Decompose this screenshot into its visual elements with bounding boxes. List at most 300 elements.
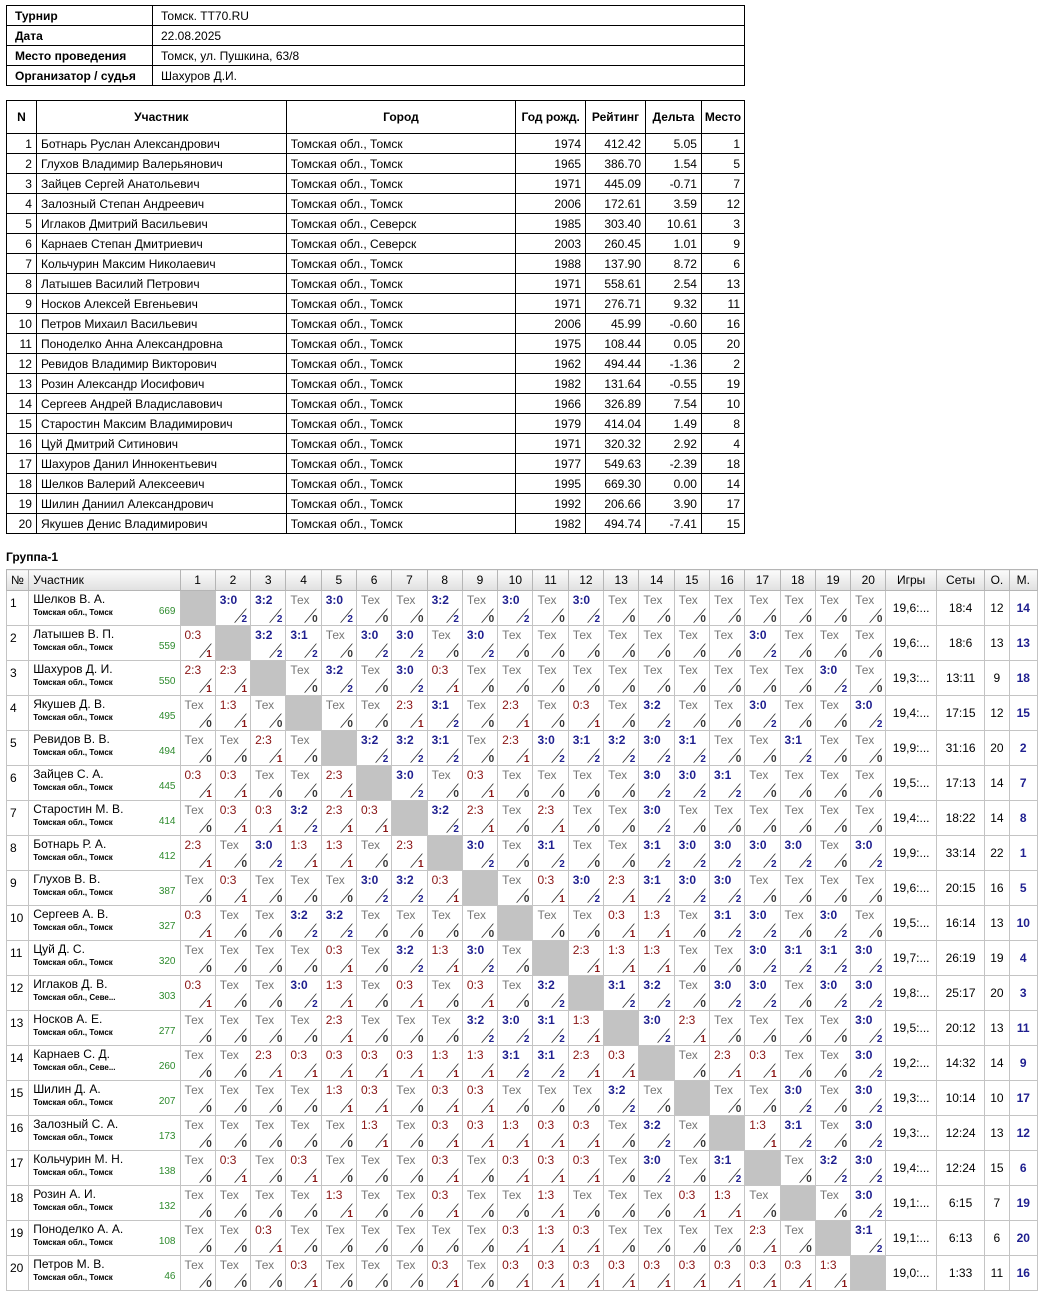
points-value: 11 bbox=[985, 1256, 1009, 1291]
player-name: Залозный С. А. bbox=[33, 1117, 119, 1131]
match-score: 3:2 bbox=[396, 873, 414, 887]
table-cell: 326.89 bbox=[586, 394, 646, 414]
match-result-cell bbox=[321, 591, 356, 626]
player-city: Томская обл., Томск bbox=[33, 783, 113, 792]
match-points: 2 bbox=[665, 1034, 671, 1045]
crosstable-row bbox=[7, 801, 1038, 836]
player-city: Томская обл., Севе... bbox=[33, 1063, 116, 1072]
match-result-cell bbox=[780, 801, 815, 836]
table-cell: Поноделко Анна Александровна bbox=[36, 334, 286, 354]
tournament-info-table bbox=[6, 5, 745, 86]
match-result-cell bbox=[815, 766, 850, 801]
match-result-cell bbox=[780, 941, 815, 976]
match-result-cell bbox=[321, 1081, 356, 1116]
match-score: 3:0 bbox=[819, 663, 838, 677]
match-points: 0 bbox=[700, 1069, 706, 1080]
match-result-cell bbox=[251, 1151, 286, 1186]
match-points: 2 bbox=[806, 754, 812, 765]
match-score: Тех bbox=[219, 1258, 239, 1272]
match-points: 0 bbox=[806, 1244, 812, 1255]
games-value: 19,1:... bbox=[886, 1186, 936, 1221]
match-result-cell bbox=[392, 871, 427, 906]
match-result-cell bbox=[392, 976, 427, 1011]
match-result-cell bbox=[709, 1221, 744, 1256]
match-score: 3:2 bbox=[537, 978, 555, 992]
match-points: 0 bbox=[735, 649, 742, 660]
match-result-cell bbox=[709, 1151, 744, 1186]
match-score: Тех bbox=[360, 1188, 381, 1202]
match-result-cell bbox=[815, 731, 850, 766]
table-cell: 1 bbox=[701, 134, 744, 154]
match-points: 0 bbox=[700, 999, 706, 1010]
match-result-cell bbox=[780, 1221, 815, 1256]
match-points: 1 bbox=[523, 1244, 530, 1255]
match-points: 0 bbox=[241, 1104, 248, 1115]
match-points: 0 bbox=[206, 1104, 212, 1115]
player-cell bbox=[29, 1221, 180, 1256]
match-score: Тех bbox=[184, 1083, 204, 1097]
match-score: 3:0 bbox=[255, 838, 273, 852]
match-points: 0 bbox=[347, 649, 353, 660]
match-score: Тех bbox=[184, 1188, 204, 1202]
match-points: 2 bbox=[629, 754, 636, 765]
match-points: 0 bbox=[806, 649, 812, 660]
match-score: 3:2 bbox=[819, 1153, 838, 1167]
match-points: 1 bbox=[629, 894, 636, 905]
player-cell bbox=[29, 871, 180, 906]
match-points: 1 bbox=[700, 1034, 706, 1045]
match-result-cell bbox=[745, 1011, 780, 1046]
match-score: 0:3 bbox=[431, 1258, 449, 1272]
match-result-cell bbox=[215, 1011, 250, 1046]
table-row bbox=[7, 454, 745, 474]
match-result-cell bbox=[533, 591, 568, 626]
match-result-cell bbox=[215, 731, 250, 766]
table-cell: Кольчурин Максим Николаевич bbox=[36, 254, 286, 274]
match-result-cell bbox=[674, 801, 709, 836]
match-result-cell bbox=[780, 906, 815, 941]
match-points: 2 bbox=[594, 894, 601, 905]
table-cell: Томская обл., Томск bbox=[286, 354, 516, 374]
match-score: Тех bbox=[819, 733, 839, 747]
table-row bbox=[7, 494, 745, 514]
table-cell: 14 bbox=[701, 474, 744, 494]
match-points: 2 bbox=[876, 1069, 883, 1080]
match-points: 2 bbox=[700, 859, 706, 870]
match-points: 0 bbox=[594, 684, 601, 695]
match-points: 0 bbox=[241, 964, 248, 975]
self-match-cell bbox=[851, 1256, 886, 1291]
self-match-cell bbox=[639, 1046, 674, 1081]
match-result-cell bbox=[815, 626, 850, 661]
match-result-cell bbox=[427, 871, 462, 906]
match-score: Тех bbox=[502, 873, 522, 887]
match-result-cell bbox=[286, 731, 321, 766]
points-value: 14 bbox=[985, 1046, 1009, 1081]
match-score: Тех bbox=[360, 593, 381, 607]
match-score: 3:0 bbox=[713, 838, 732, 852]
match-result-cell bbox=[745, 766, 780, 801]
points-value: 12 bbox=[985, 591, 1009, 626]
match-score: 3:2 bbox=[290, 908, 308, 922]
match-score: Тех bbox=[678, 978, 698, 992]
crosstable-row bbox=[7, 941, 1038, 976]
sets-value: 17:15 bbox=[936, 696, 984, 731]
self-match-cell bbox=[533, 941, 568, 976]
match-result-cell bbox=[568, 836, 603, 871]
match-points: 0 bbox=[312, 754, 318, 765]
match-result-cell bbox=[745, 731, 780, 766]
match-score: 3:2 bbox=[643, 698, 661, 712]
match-points: 0 bbox=[418, 1244, 424, 1255]
match-points: 1 bbox=[665, 964, 671, 975]
match-score: Тех bbox=[466, 663, 486, 677]
match-result-cell bbox=[639, 661, 674, 696]
player-cell bbox=[29, 941, 180, 976]
match-score: 2:3 bbox=[466, 803, 484, 817]
match-points: 2 bbox=[559, 754, 565, 765]
col-header-opponent: 18 bbox=[780, 570, 815, 591]
match-points: 1 bbox=[594, 1279, 601, 1290]
match-points: 2 bbox=[770, 649, 777, 660]
sets-value: 18:22 bbox=[936, 801, 984, 836]
table-cell: 9 bbox=[701, 234, 744, 254]
match-points: 1 bbox=[523, 1174, 530, 1185]
match-points: 0 bbox=[418, 1279, 424, 1290]
match-score: Тех bbox=[749, 1013, 769, 1027]
points-value: 16 bbox=[985, 871, 1009, 906]
match-result-cell bbox=[745, 626, 780, 661]
match-points: 0 bbox=[453, 1244, 459, 1255]
match-points: 0 bbox=[665, 1209, 671, 1220]
place-value: 20 bbox=[1009, 1221, 1038, 1256]
match-points: 0 bbox=[876, 929, 883, 940]
table-cell: 320.32 bbox=[586, 434, 646, 454]
match-score: 3:1 bbox=[713, 908, 732, 922]
match-score: Тех bbox=[325, 1223, 345, 1237]
match-result-cell bbox=[215, 941, 250, 976]
match-points: 0 bbox=[276, 1279, 283, 1290]
player-cell bbox=[29, 626, 180, 661]
match-score: 1:3 bbox=[713, 1188, 731, 1202]
match-score: Тех bbox=[537, 908, 557, 922]
table-cell: Иглаков Дмитрий Васильевич bbox=[36, 214, 286, 234]
table-cell: 8 bbox=[7, 274, 37, 294]
match-score: Тех bbox=[466, 908, 486, 922]
match-result-cell bbox=[815, 941, 850, 976]
player-rating: 669 bbox=[158, 606, 176, 617]
match-score: Тех bbox=[360, 1258, 381, 1272]
match-score: 3:2 bbox=[608, 733, 626, 747]
match-score: Тех bbox=[255, 698, 275, 712]
self-match-cell bbox=[251, 661, 286, 696]
match-score: Тех bbox=[608, 768, 628, 782]
match-points: 0 bbox=[276, 1174, 283, 1185]
player-city: Томская обл., Томск bbox=[33, 1098, 113, 1107]
match-result-cell bbox=[745, 906, 780, 941]
match-points: 0 bbox=[523, 684, 530, 695]
player-cell bbox=[29, 836, 180, 871]
sets-value: 6:15 bbox=[936, 1186, 984, 1221]
table-cell: 45.99 bbox=[586, 314, 646, 334]
match-score: 0:3 bbox=[290, 1258, 308, 1272]
match-score: 3:0 bbox=[713, 978, 732, 992]
match-result-cell bbox=[215, 1186, 250, 1221]
match-points: 0 bbox=[276, 894, 283, 905]
table-cell: 8.72 bbox=[646, 254, 702, 274]
match-score: Тех bbox=[572, 1083, 592, 1097]
match-points: 1 bbox=[206, 789, 212, 800]
match-score: Тех bbox=[784, 1013, 804, 1027]
player-city: Томская обл., Томск bbox=[33, 1168, 113, 1177]
match-points: 1 bbox=[629, 929, 636, 940]
match-result-cell bbox=[568, 906, 603, 941]
points-value: 14 bbox=[985, 766, 1009, 801]
match-points: 0 bbox=[735, 1244, 742, 1255]
match-score: 2:3 bbox=[749, 1223, 766, 1237]
match-result-cell bbox=[498, 976, 533, 1011]
player-rating: 550 bbox=[158, 676, 176, 687]
match-result-cell bbox=[427, 1151, 462, 1186]
match-points: 0 bbox=[453, 1034, 459, 1045]
player-cell bbox=[29, 661, 180, 696]
match-score: Тех bbox=[184, 1048, 204, 1062]
table-cell: 1971 bbox=[516, 434, 586, 454]
match-result-cell bbox=[356, 941, 391, 976]
crosstable-row bbox=[7, 661, 1038, 696]
table-cell: Ревидов Владимир Викторович bbox=[36, 354, 286, 374]
match-score: Тех bbox=[537, 698, 557, 712]
match-points: 0 bbox=[206, 1209, 212, 1220]
match-score: 0:3 bbox=[255, 803, 272, 817]
self-match-cell bbox=[674, 1081, 709, 1116]
match-points: 2 bbox=[418, 964, 424, 975]
match-score: Тех bbox=[819, 1048, 839, 1062]
player-city: Томская обл., Томск bbox=[33, 1273, 113, 1282]
table-cell: Петров Михаил Васильевич bbox=[36, 314, 286, 334]
match-result-cell bbox=[745, 1046, 780, 1081]
match-result-cell bbox=[780, 1046, 815, 1081]
table-cell: 131.64 bbox=[586, 374, 646, 394]
match-points: 0 bbox=[382, 719, 389, 730]
match-result-cell bbox=[462, 976, 497, 1011]
match-result-cell bbox=[815, 801, 850, 836]
match-points: 1 bbox=[735, 1209, 742, 1220]
match-points: 1 bbox=[700, 1209, 706, 1220]
place-value: 19 bbox=[1009, 1186, 1038, 1221]
place-value: 16 bbox=[1009, 1256, 1038, 1291]
match-result-cell bbox=[851, 591, 886, 626]
match-score: 3:0 bbox=[749, 838, 767, 852]
match-result-cell bbox=[180, 1256, 215, 1291]
player-cell bbox=[29, 1011, 180, 1046]
match-score: Тех bbox=[290, 1188, 310, 1202]
match-points: 1 bbox=[559, 1279, 565, 1290]
match-score: 2:3 bbox=[219, 663, 237, 677]
match-result-cell bbox=[639, 591, 674, 626]
match-score: Тех bbox=[749, 803, 769, 817]
match-score: Тех bbox=[572, 1188, 592, 1202]
match-points: 0 bbox=[629, 824, 636, 835]
row-number: 13 bbox=[7, 1011, 29, 1046]
match-result-cell bbox=[815, 976, 850, 1011]
table-row bbox=[7, 314, 745, 334]
table-row bbox=[7, 354, 745, 374]
match-result-cell bbox=[851, 1186, 886, 1221]
player-rating: 495 bbox=[158, 711, 176, 722]
match-points: 1 bbox=[453, 1279, 459, 1290]
match-points: 0 bbox=[594, 1104, 601, 1115]
match-points: 0 bbox=[770, 1034, 777, 1045]
match-points: 0 bbox=[876, 789, 883, 800]
match-score: Тех bbox=[360, 978, 381, 992]
match-result-cell bbox=[674, 1116, 709, 1151]
match-points: 0 bbox=[312, 964, 318, 975]
match-points: 0 bbox=[629, 719, 636, 730]
player-city: Томская обл., Томск bbox=[33, 643, 113, 652]
match-points: 1 bbox=[594, 964, 601, 975]
match-points: 2 bbox=[876, 719, 883, 730]
match-score: Тех bbox=[431, 628, 451, 642]
match-result-cell bbox=[356, 1116, 391, 1151]
match-result-cell bbox=[674, 1151, 709, 1186]
match-points: 1 bbox=[559, 894, 565, 905]
match-points: 0 bbox=[347, 719, 353, 730]
player-cell bbox=[29, 906, 180, 941]
match-score: Тех bbox=[819, 1118, 839, 1132]
match-score: Тех bbox=[502, 978, 522, 992]
col-header-opponent: 14 bbox=[639, 570, 674, 591]
sets-value: 6:13 bbox=[936, 1221, 984, 1256]
match-points: 0 bbox=[418, 1174, 424, 1185]
match-result-cell bbox=[745, 836, 780, 871]
match-result-cell bbox=[604, 661, 639, 696]
match-score: Тех bbox=[255, 908, 275, 922]
table-cell: Томская обл., Томск bbox=[286, 494, 516, 514]
match-result-cell bbox=[604, 1116, 639, 1151]
match-result-cell bbox=[709, 1256, 744, 1291]
match-points: 0 bbox=[206, 1069, 212, 1080]
place-value: 15 bbox=[1009, 696, 1038, 731]
match-points: 0 bbox=[700, 964, 706, 975]
player-name: Петров М. В. bbox=[33, 1257, 105, 1271]
match-result-cell bbox=[180, 1081, 215, 1116]
crosstable-row bbox=[7, 1221, 1038, 1256]
match-result-cell bbox=[533, 836, 568, 871]
match-result-cell bbox=[709, 1046, 744, 1081]
match-result-cell bbox=[286, 661, 321, 696]
player-name: Иглаков Д. В. bbox=[33, 977, 108, 991]
match-score: 3:0 bbox=[360, 873, 379, 887]
match-result-cell bbox=[215, 1081, 250, 1116]
match-result-cell bbox=[533, 731, 568, 766]
player-name: Розин А. И. bbox=[33, 1187, 96, 1201]
match-points: 1 bbox=[206, 929, 212, 940]
match-score: Тех bbox=[713, 698, 734, 712]
match-result-cell bbox=[321, 1011, 356, 1046]
match-score: Тех bbox=[219, 908, 239, 922]
match-result-cell bbox=[745, 591, 780, 626]
match-points: 0 bbox=[841, 789, 848, 800]
match-score: 3:2 bbox=[255, 628, 273, 642]
match-result-cell bbox=[498, 1116, 533, 1151]
match-result-cell bbox=[604, 1151, 639, 1186]
player-rating: 207 bbox=[158, 1096, 176, 1107]
match-points: 1 bbox=[523, 1139, 530, 1150]
match-points: 1 bbox=[347, 1209, 353, 1220]
match-points: 1 bbox=[488, 1139, 495, 1150]
match-points: 0 bbox=[841, 1034, 848, 1045]
match-points: 0 bbox=[453, 929, 459, 940]
match-score: Тех bbox=[643, 1223, 663, 1237]
match-points: 2 bbox=[382, 754, 389, 765]
crosstable-row bbox=[7, 1256, 1038, 1291]
match-points: 1 bbox=[770, 1069, 777, 1080]
match-points: 0 bbox=[629, 1209, 636, 1220]
table-cell: Цуй Дмитрий Ситинович bbox=[36, 434, 286, 454]
match-score: Тех bbox=[219, 1223, 239, 1237]
match-score: Тех bbox=[290, 593, 310, 607]
match-result-cell bbox=[604, 591, 639, 626]
match-points: 0 bbox=[841, 824, 848, 835]
match-score: Тех bbox=[819, 768, 839, 782]
match-score: 3:2 bbox=[431, 593, 449, 607]
player-city: Томская обл., Томск bbox=[33, 818, 113, 827]
match-points: 2 bbox=[876, 964, 883, 975]
games-value: 19,6:... bbox=[886, 591, 936, 626]
match-score: Тех bbox=[290, 1013, 310, 1027]
match-result-cell bbox=[604, 1256, 639, 1291]
table-cell: 13 bbox=[701, 274, 744, 294]
match-points: 0 bbox=[806, 684, 812, 695]
match-score: 0:3 bbox=[572, 1118, 590, 1132]
match-result-cell bbox=[815, 1151, 850, 1186]
match-score: 0:3 bbox=[431, 663, 449, 677]
match-result-cell bbox=[392, 1221, 427, 1256]
match-points: 0 bbox=[312, 789, 318, 800]
match-result-cell bbox=[780, 1256, 815, 1291]
table-cell: -2.39 bbox=[646, 454, 702, 474]
match-score: 3:2 bbox=[255, 593, 273, 607]
match-score: 0:3 bbox=[537, 1153, 555, 1167]
match-score: 3:1 bbox=[713, 1153, 732, 1167]
match-result-cell bbox=[533, 1046, 568, 1081]
player-city: Томская обл., Томск bbox=[33, 1203, 113, 1212]
player-city: Томская обл., Томск bbox=[33, 1028, 113, 1037]
match-score: 3:1 bbox=[784, 943, 802, 957]
match-points: 1 bbox=[206, 649, 212, 660]
info-label: Дата bbox=[7, 26, 153, 46]
match-score: 1:3 bbox=[290, 838, 308, 852]
match-score: Тех bbox=[431, 1013, 451, 1027]
match-score: 3:0 bbox=[325, 593, 344, 607]
match-score: Тех bbox=[572, 838, 592, 852]
match-score: 3:0 bbox=[502, 593, 520, 607]
match-score: 3:0 bbox=[643, 768, 661, 782]
self-match-cell bbox=[215, 626, 250, 661]
match-result-cell bbox=[427, 766, 462, 801]
crosstable-row bbox=[7, 1011, 1038, 1046]
match-points: 0 bbox=[312, 1244, 318, 1255]
match-result-cell bbox=[427, 1081, 462, 1116]
match-result-cell bbox=[815, 836, 850, 871]
match-points: 0 bbox=[770, 614, 777, 625]
match-points: 0 bbox=[700, 929, 706, 940]
match-points: 2 bbox=[312, 929, 318, 940]
match-score: Тех bbox=[572, 908, 592, 922]
match-score: Тех bbox=[784, 628, 804, 642]
player-city: Томская обл., Томск bbox=[33, 1238, 113, 1247]
